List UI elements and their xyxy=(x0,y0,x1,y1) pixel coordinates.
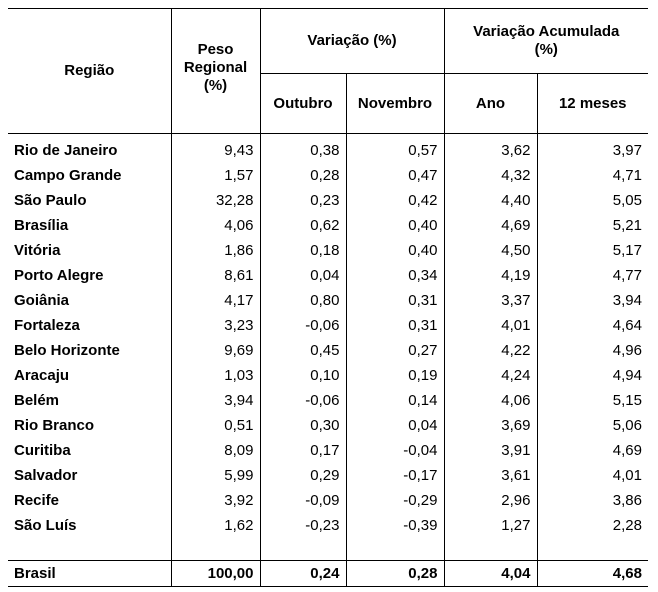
cell-novembro: -0,17 xyxy=(346,463,444,488)
cell-doze-meses: 3,86 xyxy=(537,488,648,513)
header-ano: Ano xyxy=(444,74,537,134)
table-row xyxy=(8,438,648,463)
cell-outubro: 0,18 xyxy=(260,238,346,263)
header-acumulada-line2: (%) xyxy=(534,41,558,58)
cell-outubro: 0,10 xyxy=(260,363,346,388)
spacer-cell xyxy=(444,538,537,561)
table-container xyxy=(8,8,648,587)
cell-outubro: -0,06 xyxy=(260,388,346,413)
cell-outubro: 0,23 xyxy=(260,188,346,213)
cell-doze-meses: 3,94 xyxy=(537,288,648,313)
table-body xyxy=(8,134,648,587)
header-peso-line1: Peso xyxy=(197,41,234,58)
cell-regiao: Recife xyxy=(14,492,60,509)
cell-ano: 4,50 xyxy=(444,238,537,263)
cell-peso: 3,94 xyxy=(171,388,260,413)
cell-doze-meses: 4,77 xyxy=(537,263,648,288)
cell-regiao: Vitória xyxy=(14,242,61,259)
ipca-region-table xyxy=(8,8,648,587)
cell-regiao: Curitiba xyxy=(14,442,71,459)
cell-ano: 4,32 xyxy=(444,163,537,188)
cell-novembro: 0,04 xyxy=(346,413,444,438)
table-row xyxy=(8,413,648,438)
cell-peso: 32,28 xyxy=(171,188,260,213)
cell-regiao: Belo Horizonte xyxy=(14,342,120,359)
cell-novembro: 0,14 xyxy=(346,388,444,413)
cell-doze-meses: 3,97 xyxy=(537,134,648,164)
cell-ano: 4,06 xyxy=(444,388,537,413)
cell-outubro: 0,80 xyxy=(260,288,346,313)
cell-outubro: 0,17 xyxy=(260,438,346,463)
cell-peso: 9,69 xyxy=(171,338,260,363)
total-row xyxy=(8,561,648,587)
cell-doze-meses: 4,64 xyxy=(537,313,648,338)
header-peso-line2: Regional xyxy=(183,59,248,76)
cell-novembro: 0,57 xyxy=(346,134,444,164)
cell-novembro: -0,04 xyxy=(346,438,444,463)
cell-peso: 1,86 xyxy=(171,238,260,263)
cell-doze-meses: 4,71 xyxy=(537,163,648,188)
cell-ano: 4,40 xyxy=(444,188,537,213)
cell-novembro: -0,39 xyxy=(346,513,444,538)
header-regiao: Região xyxy=(8,9,171,134)
cell-ano: 4,01 xyxy=(444,313,537,338)
cell-peso: 4,06 xyxy=(171,213,260,238)
cell-ano: 1,27 xyxy=(444,513,537,538)
spacer-cell xyxy=(8,538,171,561)
cell-regiao: Porto Alegre xyxy=(14,267,104,284)
cell-outubro: 0,30 xyxy=(260,413,346,438)
table-row xyxy=(8,363,648,388)
spacer-cell xyxy=(260,538,346,561)
cell-outubro: 0,38 xyxy=(260,134,346,164)
table-row xyxy=(8,488,648,513)
spacer-row xyxy=(8,538,648,561)
cell-ano: 4,24 xyxy=(444,363,537,388)
spacer-cell xyxy=(171,538,260,561)
cell-peso: 4,17 xyxy=(171,288,260,313)
header-acumulada-line1: Variação Acumulada xyxy=(473,23,620,40)
cell-peso: 1,62 xyxy=(171,513,260,538)
cell-novembro: 0,19 xyxy=(346,363,444,388)
header-novembro: Novembro xyxy=(346,74,444,134)
cell-novembro: 0,42 xyxy=(346,188,444,213)
cell-doze-meses: 4,69 xyxy=(537,438,648,463)
cell-regiao: Goiânia xyxy=(14,292,70,309)
table-row xyxy=(8,463,648,488)
total-doze-meses: 4,68 xyxy=(537,561,648,587)
cell-regiao: Fortaleza xyxy=(14,317,80,334)
header-peso xyxy=(171,9,260,134)
cell-regiao: Rio de Janeiro xyxy=(14,142,118,159)
cell-regiao: São Paulo xyxy=(14,192,87,209)
cell-outubro: 0,45 xyxy=(260,338,346,363)
cell-ano: 3,37 xyxy=(444,288,537,313)
table-header xyxy=(8,9,648,134)
cell-peso: 1,03 xyxy=(171,363,260,388)
table-row xyxy=(8,188,648,213)
total-peso: 100,00 xyxy=(171,561,260,587)
cell-doze-meses: 5,05 xyxy=(537,188,648,213)
table-row xyxy=(8,134,648,164)
cell-outubro: 0,62 xyxy=(260,213,346,238)
table-row xyxy=(8,388,648,413)
cell-peso: 1,57 xyxy=(171,163,260,188)
cell-outubro: -0,09 xyxy=(260,488,346,513)
table-row xyxy=(8,513,648,538)
total-ano: 4,04 xyxy=(444,561,537,587)
header-outubro: Outubro xyxy=(260,74,346,134)
cell-ano: 2,96 xyxy=(444,488,537,513)
cell-novembro: 0,40 xyxy=(346,213,444,238)
cell-outubro: 0,29 xyxy=(260,463,346,488)
cell-peso: 8,61 xyxy=(171,263,260,288)
cell-peso: 5,99 xyxy=(171,463,260,488)
cell-doze-meses: 5,21 xyxy=(537,213,648,238)
cell-regiao: Campo Grande xyxy=(14,167,122,184)
cell-outubro: -0,06 xyxy=(260,313,346,338)
header-peso-line3: (%) xyxy=(203,77,228,94)
cell-ano: 3,69 xyxy=(444,413,537,438)
cell-ano: 3,62 xyxy=(444,134,537,164)
cell-novembro: 0,34 xyxy=(346,263,444,288)
header-acumulada xyxy=(444,9,648,74)
cell-peso: 3,92 xyxy=(171,488,260,513)
total-regiao: Brasil xyxy=(8,561,171,587)
cell-regiao: São Luís xyxy=(14,517,77,534)
cell-ano: 3,61 xyxy=(444,463,537,488)
cell-outubro: -0,23 xyxy=(260,513,346,538)
total-outubro: 0,24 xyxy=(260,561,346,587)
cell-doze-meses: 5,15 xyxy=(537,388,648,413)
spacer-cell xyxy=(346,538,444,561)
cell-doze-meses: 5,06 xyxy=(537,413,648,438)
cell-novembro: 0,27 xyxy=(346,338,444,363)
table-row xyxy=(8,338,648,363)
table-row xyxy=(8,288,648,313)
table-row xyxy=(8,238,648,263)
spacer-cell xyxy=(537,538,648,561)
cell-ano: 4,69 xyxy=(444,213,537,238)
cell-doze-meses: 4,96 xyxy=(537,338,648,363)
cell-outubro: 0,28 xyxy=(260,163,346,188)
cell-novembro: 0,31 xyxy=(346,313,444,338)
cell-novembro: 0,31 xyxy=(346,288,444,313)
total-novembro: 0,28 xyxy=(346,561,444,587)
cell-outubro: 0,04 xyxy=(260,263,346,288)
cell-regiao: Rio Branco xyxy=(14,417,95,434)
cell-ano: 4,22 xyxy=(444,338,537,363)
cell-novembro: 0,47 xyxy=(346,163,444,188)
table-row xyxy=(8,263,648,288)
table-row xyxy=(8,163,648,188)
header-doze-meses: 12 meses xyxy=(537,74,648,134)
cell-regiao: Belém xyxy=(14,392,60,409)
cell-novembro: -0,29 xyxy=(346,488,444,513)
cell-doze-meses: 5,17 xyxy=(537,238,648,263)
table-row xyxy=(8,313,648,338)
table-row xyxy=(8,213,648,238)
cell-ano: 3,91 xyxy=(444,438,537,463)
cell-regiao: Brasília xyxy=(14,217,69,234)
cell-regiao: Aracaju xyxy=(14,367,70,384)
cell-peso: 9,43 xyxy=(171,134,260,164)
cell-ano: 4,19 xyxy=(444,263,537,288)
cell-peso: 0,51 xyxy=(171,413,260,438)
cell-regiao: Salvador xyxy=(14,467,78,484)
cell-peso: 3,23 xyxy=(171,313,260,338)
cell-doze-meses: 2,28 xyxy=(537,513,648,538)
cell-peso: 8,09 xyxy=(171,438,260,463)
cell-novembro: 0,40 xyxy=(346,238,444,263)
cell-doze-meses: 4,01 xyxy=(537,463,648,488)
cell-doze-meses: 4,94 xyxy=(537,363,648,388)
header-variacao: Variação (%) xyxy=(260,9,444,74)
